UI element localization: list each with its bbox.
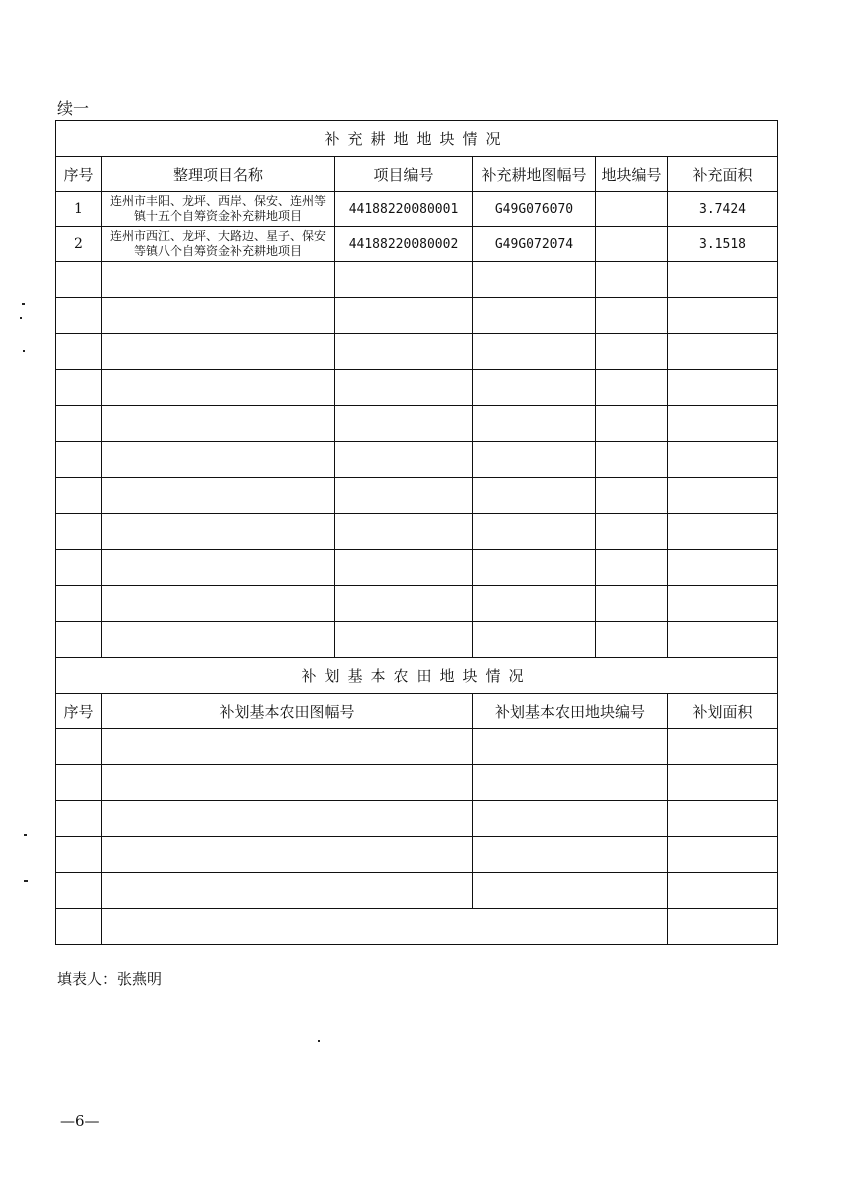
scan-speck <box>24 834 27 836</box>
section1-header-row <box>56 157 778 192</box>
form-table <box>55 120 777 945</box>
scan-speck <box>24 880 28 882</box>
row-area: 3.1518 <box>668 227 778 262</box>
table-row <box>56 192 778 227</box>
empty-row <box>56 729 778 765</box>
row-project-code: 44188220080001 <box>335 192 473 227</box>
empty-row <box>56 837 778 873</box>
row-area: 3.7424 <box>668 192 778 227</box>
header-map-sheet: 补划基本农田图幅号 <box>102 694 473 729</box>
row-map-sheet: G49G072074 <box>473 227 596 262</box>
empty-row <box>56 370 778 406</box>
scan-speck <box>22 303 25 305</box>
row-project-name: 连州市丰阳、龙坪、西岸、保安、连州等镇十五个自筹资金补充耕地项目 <box>102 192 335 227</box>
page-number: —6— <box>60 1112 100 1130</box>
empty-row <box>56 550 778 586</box>
header-plot-no: 补划基本农田地块编号 <box>473 694 668 729</box>
section2-title: 补划基本农田地块情况 <box>56 658 778 694</box>
empty-row <box>56 801 778 837</box>
continue-label: 续一 <box>57 99 90 118</box>
row-plot-no <box>596 227 668 262</box>
empty-row <box>56 478 778 514</box>
empty-row <box>56 262 778 298</box>
row-project-code: 44188220080002 <box>335 227 473 262</box>
header-area: 补划面积 <box>668 694 778 729</box>
header-area: 补充面积 <box>668 157 778 192</box>
header-map-sheet: 补充耕地图幅号 <box>473 157 596 192</box>
header-project-code: 项目编号 <box>335 157 473 192</box>
header-plot-no: 地块编号 <box>596 157 668 192</box>
header-project-name: 整理项目名称 <box>102 157 335 192</box>
scan-speck <box>23 350 25 352</box>
scan-speck <box>318 1040 320 1042</box>
row-seq: 2 <box>56 227 102 262</box>
empty-row <box>56 909 778 945</box>
empty-row <box>56 406 778 442</box>
table-row <box>56 227 778 262</box>
empty-row <box>56 298 778 334</box>
row-plot-no <box>596 192 668 227</box>
empty-row <box>56 442 778 478</box>
plot-table <box>55 120 778 945</box>
row-seq: 1 <box>56 192 102 227</box>
scan-speck <box>20 317 22 319</box>
header-seq: 序号 <box>56 694 102 729</box>
empty-row <box>56 873 778 909</box>
row-project-name: 连州市西江、龙坪、大路边、星子、保安等镇八个自筹资金补充耕地项目 <box>102 227 335 262</box>
form-filler: 填表人：张燕明 <box>57 970 163 988</box>
empty-row <box>56 334 778 370</box>
empty-row <box>56 586 778 622</box>
row-map-sheet: G49G076070 <box>473 192 596 227</box>
empty-row <box>56 514 778 550</box>
empty-row <box>56 622 778 658</box>
header-seq: 序号 <box>56 157 102 192</box>
section1-title: 补充耕地地块情况 <box>56 121 778 157</box>
empty-row <box>56 765 778 801</box>
section2-header-row <box>56 694 778 729</box>
